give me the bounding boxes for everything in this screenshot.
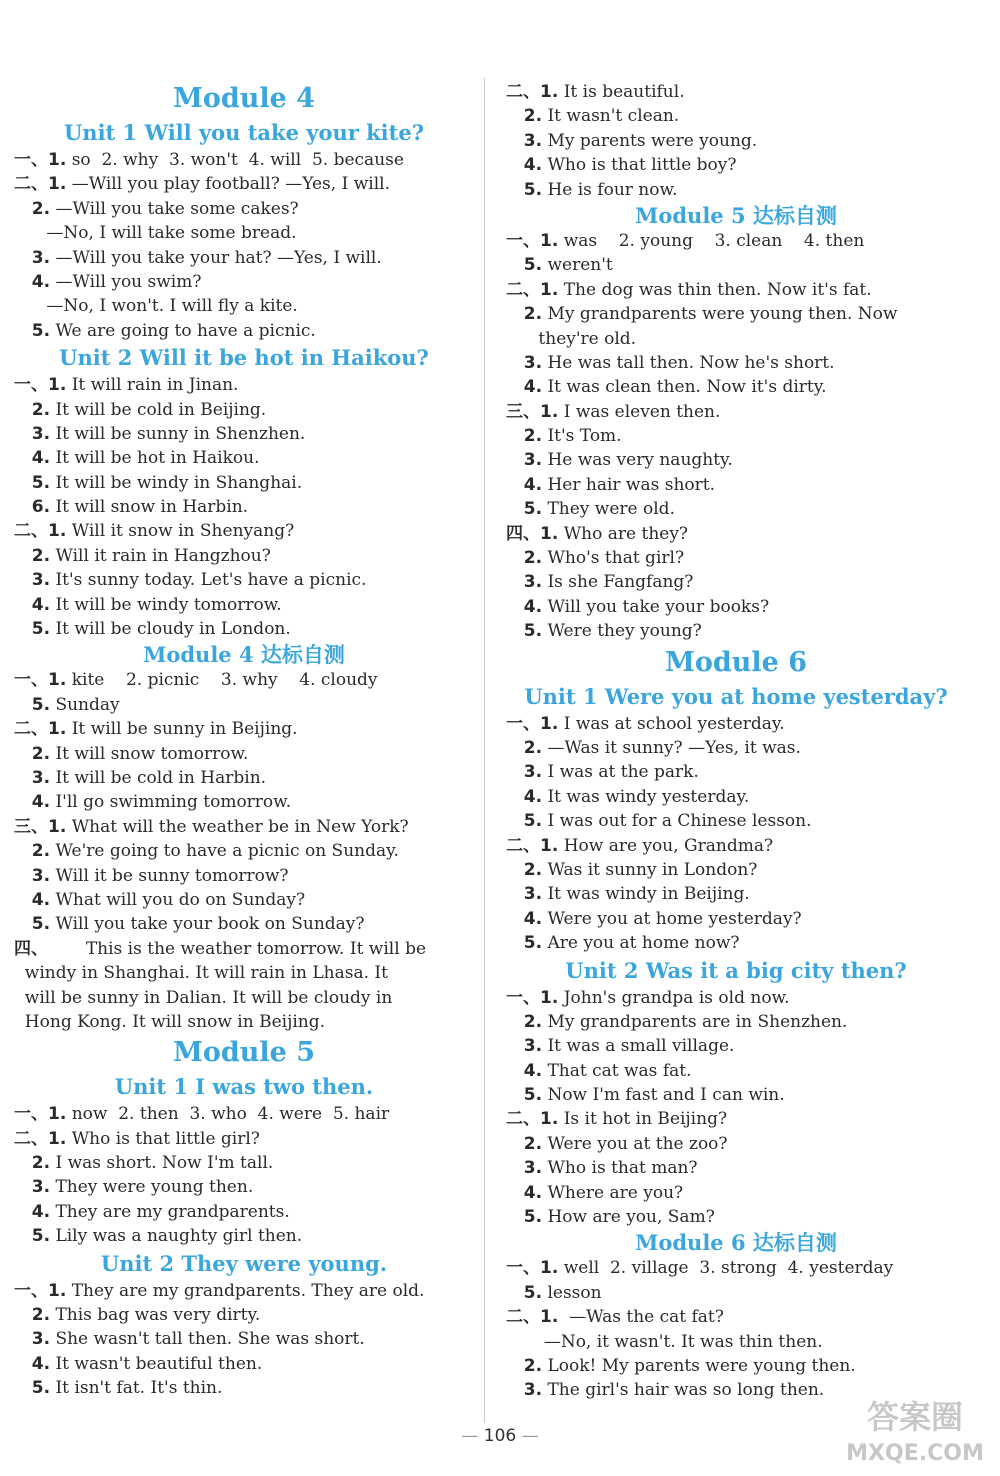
answer-text: —No, I will take some bread. bbox=[14, 223, 297, 244]
answer-line bbox=[506, 497, 966, 521]
column-divider bbox=[484, 78, 485, 1423]
unit-heading: Unit 2 Was it a big city then? bbox=[565, 957, 907, 983]
answer-text: It will be sunny in Beijing. bbox=[66, 719, 298, 740]
answer-line bbox=[506, 1034, 966, 1058]
answer-text: That cat was fat. bbox=[542, 1060, 692, 1081]
answer-number: 5. bbox=[506, 179, 543, 200]
answer-text: It will be sunny in Shenzhen. bbox=[50, 423, 306, 444]
answer-line bbox=[14, 446, 474, 470]
answer-line bbox=[506, 931, 966, 955]
answer-text: Lily was a naughty girl then. bbox=[50, 1226, 303, 1247]
answer-text: windy in Shanghai. It will rain in Lhasa. It bbox=[14, 963, 388, 984]
answer-line bbox=[14, 568, 474, 592]
answer-line bbox=[14, 294, 474, 318]
answer-line bbox=[14, 864, 474, 888]
answer-number: 6. bbox=[14, 497, 51, 518]
answer-text: Who is that little girl? bbox=[66, 1128, 260, 1149]
answer-number: 5. bbox=[14, 320, 51, 341]
answer-number: 5. bbox=[506, 811, 543, 832]
answer-text: She wasn't tall then. She was short. bbox=[50, 1329, 365, 1350]
answer-number: 2. bbox=[14, 545, 51, 566]
answer-line bbox=[14, 1102, 474, 1126]
answer-number: 二、1. bbox=[506, 279, 559, 300]
answer-number: 一、1. bbox=[14, 670, 67, 691]
answer-text: It is beautiful. bbox=[558, 82, 685, 102]
answer-number: 一、1. bbox=[14, 150, 67, 170]
answer-text: They were young then. bbox=[50, 1177, 254, 1198]
answer-number: 4. bbox=[14, 1201, 51, 1222]
answer-number: 2. bbox=[14, 1305, 51, 1326]
answer-text: He was tall then. Now he's short. bbox=[542, 352, 835, 373]
answer-line bbox=[506, 858, 966, 882]
answer-line bbox=[506, 522, 966, 546]
answer-line bbox=[506, 129, 966, 153]
answer-number: 三、1. bbox=[14, 816, 67, 837]
answer-text: It will be cold in Harbin. bbox=[50, 767, 267, 788]
answer-line bbox=[506, 473, 966, 497]
answer-number: 3. bbox=[14, 1329, 51, 1350]
answer-line bbox=[14, 617, 474, 641]
answer-number: 一、1. bbox=[14, 1280, 67, 1301]
answer-text: My grandparents were young then. Now bbox=[542, 304, 898, 325]
left-column bbox=[14, 80, 474, 1401]
answer-line bbox=[14, 1175, 474, 1199]
answer-line bbox=[506, 80, 966, 104]
answer-number: 3. bbox=[14, 570, 51, 591]
answer-line bbox=[14, 766, 474, 790]
answer-line bbox=[14, 742, 474, 766]
answer-text: weren't bbox=[542, 255, 613, 276]
answer-text: Will you take your book on Sunday? bbox=[50, 914, 365, 935]
answer-line bbox=[506, 986, 966, 1010]
answer-line bbox=[506, 736, 966, 760]
answer-number: 5. bbox=[14, 619, 51, 640]
module-heading: Module 6 bbox=[664, 646, 808, 678]
answer-number: 5. bbox=[506, 1282, 543, 1303]
answer-line bbox=[14, 668, 474, 692]
answer-text: I was at school yesterday. bbox=[558, 713, 785, 734]
answer-text: It's sunny today. Let's have a picnic. bbox=[50, 570, 367, 591]
answer-line bbox=[506, 351, 966, 375]
answer-line bbox=[14, 1151, 474, 1175]
answer-line bbox=[506, 1107, 966, 1131]
answer-line bbox=[506, 882, 966, 906]
answer-line bbox=[506, 595, 966, 619]
answer-line bbox=[506, 1181, 966, 1205]
unit-heading: Unit 2 Will it be hot in Haikou? bbox=[59, 345, 429, 371]
answer-number: 3. bbox=[506, 572, 543, 593]
answer-text: What will you do on Sunday? bbox=[50, 889, 306, 910]
answer-text: Now I'm fast and I can win. bbox=[542, 1085, 785, 1106]
answer-text: It will be windy in Shanghai. bbox=[50, 472, 303, 493]
answer-number: 一、1. bbox=[14, 375, 67, 396]
answer-text: The dog was thin then. Now it's fat. bbox=[558, 279, 872, 300]
self-test-heading: Module 5 达标自测 bbox=[635, 202, 837, 228]
answer-number: 5. bbox=[14, 1378, 51, 1399]
answer-text: Who are they? bbox=[558, 523, 689, 544]
answer-line bbox=[14, 1224, 474, 1248]
answer-text: This is the weather tomorrow. It will be bbox=[48, 938, 427, 959]
answer-line bbox=[506, 1010, 966, 1034]
answer-number: 5. bbox=[14, 472, 51, 493]
answer-text: lesson bbox=[542, 1282, 602, 1303]
answer-text: It wasn't beautiful then. bbox=[50, 1353, 263, 1374]
answer-number: 4. bbox=[506, 786, 543, 807]
answer-text: —No, I won't. I will fly a kite. bbox=[14, 296, 298, 317]
answer-number: 一、1. bbox=[506, 987, 559, 1008]
answer-text: Were you at the zoo? bbox=[542, 1133, 728, 1154]
answer-line bbox=[14, 319, 474, 343]
answer-number: 3. bbox=[506, 1158, 543, 1179]
answer-text: Hong Kong. It will snow in Beijing. bbox=[14, 1011, 326, 1032]
answer-line bbox=[14, 1303, 474, 1327]
answer-line bbox=[14, 1376, 474, 1400]
answer-text: Were you at home yesterday? bbox=[542, 908, 802, 929]
answer-line bbox=[506, 1132, 966, 1156]
answer-line bbox=[14, 1200, 474, 1224]
answer-text: He was very naughty. bbox=[542, 450, 733, 471]
answer-line bbox=[506, 278, 966, 302]
answer-text: Where are you? bbox=[542, 1182, 684, 1203]
answer-text: What will the weather be in New York? bbox=[66, 816, 409, 837]
answer-text: It isn't fat. It's thin. bbox=[50, 1378, 223, 1399]
answer-text: Will you take your books? bbox=[542, 596, 770, 617]
answer-number: 2. bbox=[14, 743, 51, 764]
answer-number: 3. bbox=[506, 1380, 543, 1401]
answer-line bbox=[14, 1352, 474, 1376]
answer-number: 3. bbox=[506, 130, 543, 151]
answer-number: 4. bbox=[14, 594, 51, 615]
answer-text: It will snow tomorrow. bbox=[50, 743, 249, 764]
answer-number: 4. bbox=[506, 155, 543, 176]
answer-text: He is four now. bbox=[542, 179, 678, 200]
answer-text: Look! My parents were young then. bbox=[542, 1355, 856, 1376]
answer-line bbox=[14, 1279, 474, 1303]
answer-line bbox=[506, 570, 966, 594]
watermark-site: MXQE.COM bbox=[846, 1441, 984, 1466]
answer-line bbox=[506, 1083, 966, 1107]
answer-line bbox=[14, 839, 474, 863]
answer-text: was 2. young 3. clean 4. then bbox=[558, 230, 865, 251]
answer-text: Sunday bbox=[50, 694, 120, 715]
answer-text: It will be windy tomorrow. bbox=[50, 594, 282, 615]
answer-line bbox=[506, 229, 966, 253]
answer-number: 4. bbox=[506, 377, 543, 398]
answer-line bbox=[14, 593, 474, 617]
answer-text: Her hair was short. bbox=[542, 474, 716, 495]
answer-line bbox=[14, 221, 474, 245]
answer-text: Will it be sunny tomorrow? bbox=[50, 865, 289, 886]
unit-heading: Unit 1 Will you take your kite? bbox=[63, 120, 424, 145]
answer-number: 4. bbox=[14, 271, 51, 292]
answer-line bbox=[506, 785, 966, 809]
answer-line bbox=[506, 424, 966, 448]
answer-line bbox=[506, 712, 966, 736]
watermark-title: 答案圈 bbox=[866, 1398, 964, 1436]
answer-text: Will it snow in Shenyang? bbox=[66, 521, 295, 542]
answer-number: 二、1. bbox=[14, 719, 67, 740]
answer-text: —Will you take some cakes? bbox=[50, 198, 299, 219]
answer-line bbox=[506, 546, 966, 570]
answer-text: well 2. village 3. strong 4. yesterday bbox=[558, 1258, 894, 1279]
answer-number: 2. bbox=[506, 737, 543, 758]
answer-text: My grandparents are in Shenzhen. bbox=[542, 1011, 848, 1032]
answer-line bbox=[506, 1205, 966, 1229]
answer-number: 5. bbox=[14, 914, 51, 935]
answer-text: I was short. Now I'm tall. bbox=[50, 1153, 274, 1174]
answer-number: 4. bbox=[506, 908, 543, 929]
answer-text: They are my grandparents. bbox=[50, 1201, 290, 1222]
answer-text: I was eleven then. bbox=[558, 401, 721, 422]
answer-line bbox=[506, 1281, 966, 1305]
answer-line bbox=[506, 153, 966, 177]
answer-number: 4. bbox=[506, 1182, 543, 1203]
answer-number: 5. bbox=[506, 1207, 543, 1228]
answer-line bbox=[506, 809, 966, 833]
answer-line bbox=[506, 1305, 966, 1329]
answer-text: My parents were young. bbox=[542, 130, 758, 151]
answer-number: 一、1. bbox=[506, 1258, 559, 1279]
answer-number: 四、 bbox=[14, 938, 48, 959]
answer-number: 三、1. bbox=[506, 401, 559, 422]
answer-text: Is she Fangfang? bbox=[542, 572, 694, 593]
answer-number: 3. bbox=[506, 762, 543, 783]
answer-line bbox=[506, 1059, 966, 1083]
unit-heading: Unit 2 They were young. bbox=[100, 1250, 388, 1276]
answer-line bbox=[14, 270, 474, 294]
answer-line bbox=[506, 1354, 966, 1378]
answer-number: 4. bbox=[506, 596, 543, 617]
answer-text: they're old. bbox=[506, 328, 637, 349]
answer-number: 2. bbox=[506, 106, 543, 127]
right-column bbox=[506, 80, 966, 1403]
answer-line bbox=[14, 912, 474, 936]
answer-number: 四、1. bbox=[506, 523, 559, 544]
answer-number: 4. bbox=[506, 474, 543, 495]
answer-line bbox=[14, 693, 474, 717]
answer-number: 一、1. bbox=[14, 1104, 67, 1125]
answer-line bbox=[14, 986, 474, 1010]
answer-number: 5. bbox=[14, 1226, 51, 1247]
answer-number: 2. bbox=[14, 1153, 51, 1174]
answer-line bbox=[506, 104, 966, 128]
answer-number: 二、1. bbox=[14, 521, 67, 542]
answer-text: I was out for a Chinese lesson. bbox=[542, 811, 812, 832]
answer-line bbox=[506, 1256, 966, 1280]
answer-line bbox=[506, 760, 966, 784]
page-number-text: 106 bbox=[483, 1426, 517, 1446]
answer-line bbox=[14, 790, 474, 814]
answer-line bbox=[506, 619, 966, 643]
answer-line bbox=[14, 398, 474, 422]
answer-line bbox=[506, 1330, 966, 1354]
answer-number: 5. bbox=[506, 499, 543, 520]
answer-text: It will be hot in Haikou. bbox=[50, 448, 260, 469]
answer-number: 3. bbox=[506, 1036, 543, 1057]
answer-line bbox=[14, 1127, 474, 1151]
answer-text: How are you, Grandma? bbox=[558, 835, 774, 856]
answer-number: 二、1. bbox=[506, 82, 559, 102]
module-heading: Module 4 bbox=[172, 83, 316, 114]
module-heading: Module 5 bbox=[172, 1037, 316, 1069]
answer-text: It will be cloudy in London. bbox=[50, 619, 291, 640]
watermark-logo bbox=[840, 1388, 990, 1468]
answer-text: We are going to have a picnic. bbox=[50, 320, 316, 341]
answer-text: This bag was very dirty. bbox=[50, 1305, 261, 1326]
answer-number: 5. bbox=[506, 1085, 543, 1106]
answer-text: It was windy yesterday. bbox=[542, 786, 750, 807]
answer-number: 3. bbox=[506, 352, 543, 373]
answer-number: 二、1. bbox=[506, 1109, 559, 1130]
answer-text: Were they young? bbox=[542, 621, 702, 642]
answer-line bbox=[14, 172, 474, 196]
answer-text: I was at the park. bbox=[542, 762, 699, 783]
answer-line bbox=[14, 961, 474, 985]
answer-number: 二、1. bbox=[506, 835, 559, 856]
answer-line bbox=[14, 717, 474, 741]
answer-line bbox=[14, 495, 474, 519]
answer-number: 2. bbox=[506, 1011, 543, 1032]
answer-line bbox=[506, 327, 966, 351]
answer-text: kite 2. picnic 3. why 4. cloudy bbox=[66, 670, 378, 691]
answer-text: They were old. bbox=[542, 499, 675, 520]
answer-text: —Will you play football? —Yes, I will. bbox=[66, 174, 390, 195]
answer-text: It was a small village. bbox=[542, 1036, 735, 1057]
answer-text: How are you, Sam? bbox=[542, 1207, 715, 1228]
answer-text: —Was the cat fat? bbox=[558, 1307, 724, 1328]
answer-line bbox=[14, 246, 474, 270]
answer-text: I'll go swimming tomorrow. bbox=[50, 792, 292, 813]
answer-number: 2. bbox=[506, 1133, 543, 1154]
answer-line bbox=[506, 400, 966, 424]
answer-number: 一、1. bbox=[506, 230, 559, 251]
answer-line bbox=[506, 907, 966, 931]
answer-line bbox=[14, 422, 474, 446]
answer-line bbox=[506, 375, 966, 399]
answer-line bbox=[14, 197, 474, 221]
answer-number: 2. bbox=[14, 841, 51, 862]
answer-number: 3. bbox=[14, 423, 51, 444]
answer-line bbox=[14, 519, 474, 543]
answer-text: —Will you take your hat? —Yes, I will. bbox=[50, 247, 382, 268]
answer-text: Will it rain in Hangzhou? bbox=[50, 545, 271, 566]
page-number: — 106 — bbox=[461, 1426, 539, 1446]
self-test-heading: Module 6 达标自测 bbox=[635, 1230, 837, 1256]
self-test-heading: Module 4 达标自测 bbox=[143, 642, 345, 668]
answer-number: 3. bbox=[14, 247, 51, 268]
answer-text: Is it hot in Beijing? bbox=[558, 1109, 728, 1130]
answer-number: 一、1. bbox=[506, 713, 559, 734]
answer-number: 二、1. bbox=[506, 1307, 559, 1328]
answer-number: 4. bbox=[14, 1353, 51, 1374]
answer-number: 3. bbox=[14, 1177, 51, 1198]
answer-line bbox=[14, 937, 474, 961]
answer-line bbox=[14, 148, 474, 172]
answer-text: They are my grandparents. They are old. bbox=[66, 1280, 425, 1301]
answer-line bbox=[14, 1010, 474, 1034]
answer-text: —No, it wasn't. It was thin then. bbox=[506, 1331, 823, 1352]
answer-line bbox=[506, 178, 966, 202]
answer-text: It wasn't clean. bbox=[542, 106, 680, 127]
answer-text: —Was it sunny? —Yes, it was. bbox=[542, 737, 801, 758]
answer-number: 3. bbox=[506, 884, 543, 905]
unit-heading: Unit 1 Were you at home yesterday? bbox=[524, 683, 948, 709]
answer-line bbox=[506, 302, 966, 326]
answer-line bbox=[506, 1156, 966, 1180]
answer-text: Who is that little boy? bbox=[542, 155, 737, 176]
answer-number: 2. bbox=[14, 399, 51, 420]
answer-number: 二、1. bbox=[14, 1128, 67, 1149]
answer-text: now 2. then 3. who 4. were 5. hair bbox=[66, 1104, 390, 1125]
answer-text: —Will you swim? bbox=[50, 271, 202, 292]
answer-number: 3. bbox=[14, 767, 51, 788]
answer-number: 4. bbox=[14, 448, 51, 469]
answer-line bbox=[506, 834, 966, 858]
answer-number: 5. bbox=[506, 621, 543, 642]
answer-number: 3. bbox=[14, 865, 51, 886]
answer-number: 二、1. bbox=[14, 174, 67, 195]
answer-number: 5. bbox=[506, 933, 543, 954]
answer-text: Who's that girl? bbox=[542, 548, 685, 569]
answer-text: It will be cold in Beijing. bbox=[50, 399, 267, 420]
answer-text: Was it sunny in London? bbox=[542, 859, 758, 880]
answer-text: John's grandpa is old now. bbox=[558, 987, 790, 1008]
answer-text: Are you at home now? bbox=[542, 933, 740, 954]
answer-text: It's Tom. bbox=[542, 426, 622, 447]
answer-number: 2. bbox=[506, 859, 543, 880]
answer-line bbox=[14, 373, 474, 397]
answer-text: It will snow in Harbin. bbox=[50, 497, 249, 518]
answer-line bbox=[14, 471, 474, 495]
answer-line bbox=[506, 253, 966, 277]
answer-number: 4. bbox=[14, 889, 51, 910]
answer-number: 2. bbox=[506, 1355, 543, 1376]
answer-text: Who is that man? bbox=[542, 1158, 698, 1179]
answer-number: 2. bbox=[14, 198, 51, 219]
answer-number: 5. bbox=[14, 694, 51, 715]
answer-number: 5. bbox=[506, 255, 543, 276]
answer-text: The girl's hair was so long then. bbox=[542, 1380, 825, 1401]
answer-line bbox=[14, 1327, 474, 1351]
answer-number: 3. bbox=[506, 450, 543, 471]
answer-text: It was clean then. Now it's dirty. bbox=[542, 377, 827, 398]
answer-number: 2. bbox=[506, 304, 543, 325]
answer-line bbox=[14, 815, 474, 839]
answer-text: so 2. why 3. won't 4. will 5. because bbox=[66, 150, 404, 170]
unit-heading: Unit 1 I was two then. bbox=[114, 1074, 374, 1100]
answer-text: It was windy in Beijing. bbox=[542, 884, 750, 905]
answer-number: 4. bbox=[14, 792, 51, 813]
answer-text: It will rain in Jinan. bbox=[66, 375, 239, 396]
answer-number: 2. bbox=[506, 548, 543, 569]
answer-line bbox=[506, 448, 966, 472]
answer-text: will be sunny in Dalian. It will be cloudy in bbox=[14, 987, 393, 1008]
answer-text: We're going to have a picnic on Sunday. bbox=[50, 841, 399, 862]
answer-line bbox=[14, 544, 474, 568]
answer-number: 2. bbox=[506, 426, 543, 447]
answer-number: 4. bbox=[506, 1060, 543, 1081]
answer-line bbox=[14, 888, 474, 912]
